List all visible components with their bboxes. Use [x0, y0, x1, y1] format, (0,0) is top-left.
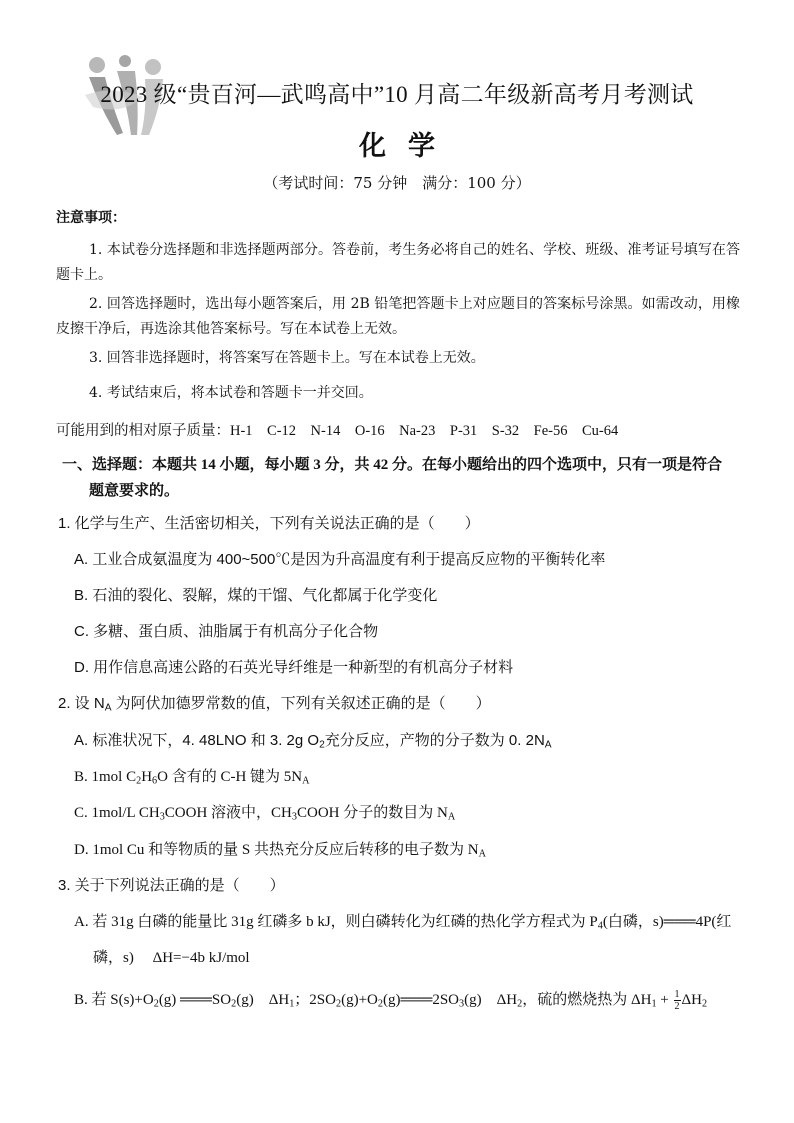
q1-option-b: B. 石油的裂化、裂解，煤的干馏、气化都属于化学变化 [74, 587, 438, 604]
q3-stem: 3. 关于下列说法正确的是（ ） [58, 877, 285, 894]
q2-option-a: A. 标准状况下，4. 48LNO 和 3. 2g $O_2$充分反应，产物的分子数为 0. $2N_A$ [74, 732, 552, 751]
q3-option-a-line1: A. 若 31g 白磷的能量比 31g 红磷多 b kJ，则白磷转化为红磷的热化学方程式为 $P_4$(白磷，s)═══4P(红 [74, 914, 732, 932]
atomic-masses: 可能用到的相对原子质量：H-1 C-12 N-14 O-16 Na-23 P-31 S-32 Fe-56 Cu-64 [56, 423, 619, 439]
section-heading [62, 452, 742, 504]
q2-stem: 2. 设 $N_A$ 为阿伏加德罗常数的值，下列有关叙述正确的是（ ） [58, 695, 491, 714]
q3-option-a-line2: 磷，s) ΔH=−4b kJ/mol [93, 950, 250, 966]
section-heading-line1: 一、选择题：本题共 14 小题，每小题 3 分，共 42 分。在每小题给出的四个选项中，只有一项是符合 [62, 457, 723, 473]
notice-heading: 注意事项： [56, 210, 126, 226]
q1-option-d: D. 用作信息高速公路的石英光导纤维是一种新型的有机高分子材料 [74, 659, 514, 676]
notice-item-3: 3. 回答非选择题时，将答案写在答题卡上。写在本试卷上无效。 [89, 350, 485, 366]
fraction-one-half: $\frac{1}{2}$ [674, 989, 680, 1013]
section-heading-line2: 题意要求的。 [89, 483, 180, 499]
notice-item-4: 4. 考试结束后，将本试卷和答题卡一并交回。 [89, 385, 373, 401]
q3-option-b: B. 若 $S(s)+O_2(g)$ $═══SO_2(g)$ $\Delta H_1$；$2SO_2(g)+O_2(g)═══2SO_3(g)$ $\Delta H_2$，硫的燃烧热为 $\Delta H_1$ + $\frac{1}{2}$ $\Delta H_2$ [74, 989, 708, 1013]
q1-option-c: C. 多糖、蛋白质、油脂属于有机高分子化合物 [74, 623, 379, 640]
q2-option-d: D. 1mol Cu 和等物质的量 S 共热充分反应后转移的电子数为 $N_A$ [74, 842, 486, 860]
q1-stem: 1. 化学与生产、生活密切相关，下列有关说法正确的是（ ） [58, 515, 480, 532]
q1-option-a: A. 工业合成氨温度为 400~500℃是因为升高温度有利于提高反应物的平衡转化率 [74, 551, 606, 568]
subject-title: 化学 [359, 131, 457, 162]
q2-option-b: B. 1mol $C_2H_6O$ 含有的 C-H 键为 $5N_A$ [74, 769, 310, 787]
notice-item-1: 1. 本试卷分选择题和非选择题两部分。答卷前，考生务必将自己的姓名、学校、班级、准考证号填写在答题卡上。 [56, 242, 740, 283]
q2-option-c: C. 1mol/L $CH_3COOH$ 溶液中，$CH_3COOH$ 分子的数目为 $N_A$ [74, 805, 456, 823]
exam-title: 2023 级“贵百河—武鸣高中”10 月高二年级新高考月考测试 [100, 82, 694, 107]
exam-info: （考试时间：75 分钟 满分：100 分） [263, 174, 531, 192]
notice-item-2: 2. 回答选择题时，选出每小题答案后，用 2B 铅笔把答题卡上对应题目的答案标号涂黑。如需改动，用橡皮擦干净后，再选涂其他答案标号。写在本试卷上无效。 [56, 296, 740, 337]
